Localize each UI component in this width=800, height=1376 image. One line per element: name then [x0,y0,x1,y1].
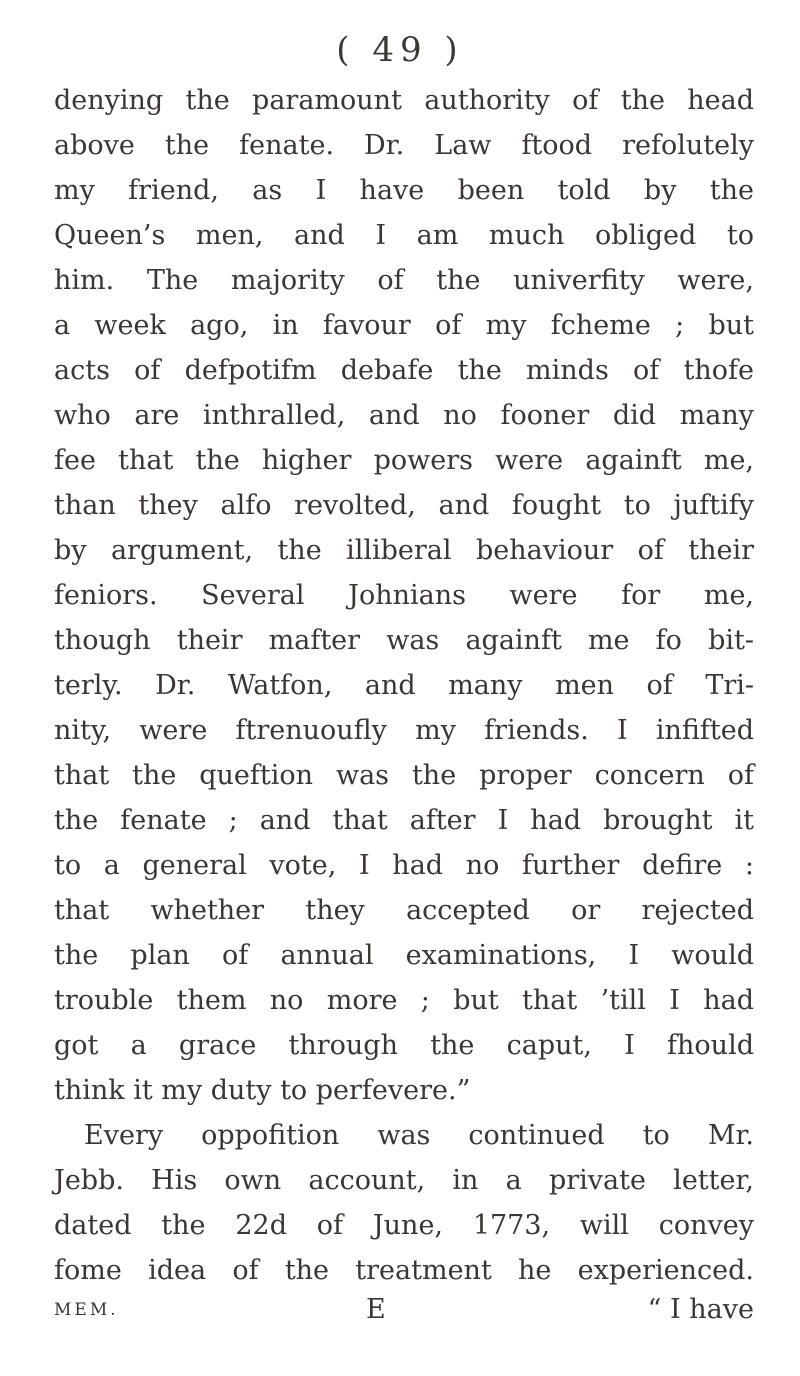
text-line: feniors. Several Johnians were for me, [54,580,754,611]
catchword: “ I have [647,1294,754,1325]
text-line: by argument, the illiberal behaviour of their [54,535,754,566]
text-line: fome idea of the treatment he experienced. [54,1255,754,1286]
text-line: Jebb. His own account, in a private letter, [54,1165,754,1196]
text-line: denying the paramount authority of the head [54,85,754,116]
signature-mark: MEM. [54,1300,119,1320]
text-line: Queen’s men, and I am much obliged to [54,220,754,251]
text-line: terly. Dr. Watfon, and many men of Tri- [54,670,754,701]
text-line: though their mafter was againft me fo bit- [54,625,754,656]
text-line: dated the 22d of June, 1773, will convey [54,1210,754,1241]
text-line: him. The majority of the univerfity were, [54,265,754,296]
signature-letter: E [366,1294,386,1325]
text-line: fee that the higher powers were againft me, [54,445,754,476]
text-line: that whether they accepted or rejected [54,895,754,926]
text-line: the fenate ; and that after I had brought it [54,805,754,836]
text-line: my friend, as I have been told by the [54,175,754,206]
text-line: got a grace through the caput, I fhould [54,1030,754,1061]
text-line: to a general vote, I had no further defire : [54,850,754,881]
page-footer [54,1290,754,1330]
text-line: a week ago, in favour of my fcheme ; but [54,310,754,341]
text-line: acts of defpotifm debafe the minds of thofe [54,355,754,386]
text-line: trouble them no more ; but that ’till I had [54,985,754,1016]
text-line: than they alfo revolted, and fought to juftify [54,490,754,521]
text-line: who are inthralled, and no fooner did many [54,400,754,431]
page-number: ( 49 ) [336,30,464,70]
text-line: the plan of annual examinations, I would [54,940,754,971]
body-text [54,78,754,1293]
text-line: think it my duty to perfevere.” [54,1075,471,1106]
text-line: above the fenate. Dr. Law ftood refolutely [54,130,754,161]
text-line: that the queftion was the proper concern of [54,760,754,791]
text-line: Every oppofition was continued to Mr. [84,1120,754,1151]
text-line: nity, were ftrenuoufly my friends. I infifted [54,715,754,746]
